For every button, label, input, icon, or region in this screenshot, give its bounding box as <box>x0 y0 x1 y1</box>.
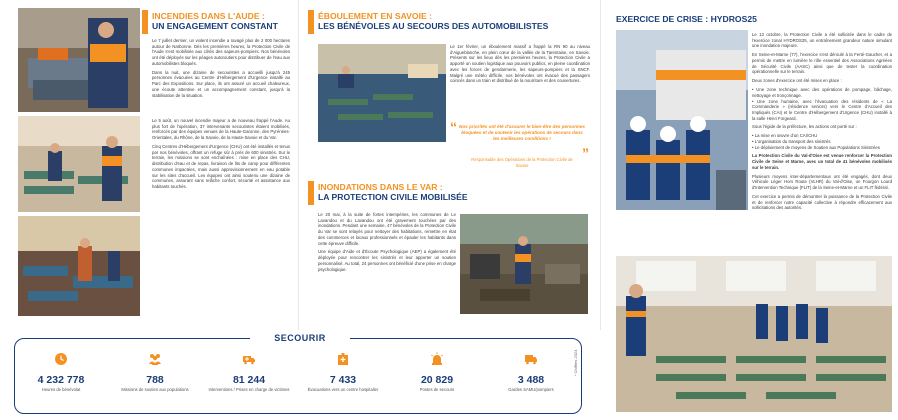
photo-shelter-night <box>18 216 140 316</box>
ambulance-icon <box>242 352 256 366</box>
stat-label: Gardes SAMU/pompiers <box>508 387 554 392</box>
hydros-title <box>616 14 896 25</box>
paragraph: Le 5 août, un nouvel incendie majeur a de nouveau frappé l'Aude. Au plus fort de l'opération, 37 intervenants secouristes étaient mobilisés, renforcés par des équipes venues de la Haute-Garonne, des Pyrénées-Orientales, du Rhône, de la Savoie, de la Haute-Savoie et du Var. <box>152 118 290 141</box>
page-divider <box>600 0 601 330</box>
truck-icon <box>524 352 538 366</box>
section-title-line1: INCENDIES DANS L'AUDE : <box>152 11 265 21</box>
paragraph: Cinq Centres d'Hébergement d'Urgence (CHU) ont été installés et tenus par nos bénévoles, offrant un refuge sûr à près de 600 sinistrés. Sur le terrain, les missions se sont enchaînées : mise en place des CHU, distribution d'eau et de repas, livraison de lits de camp pour différentes communes impactées, mais aussi approvisionnement en eau potable sur les sites d'accueil. Les équipes ont ainsi soutenu une dizaine de communes, assurant sans relâche confort, sécurité et assistance aux habitants touchés. <box>152 144 290 189</box>
hydros-title-b: HYDROS25 <box>710 14 757 24</box>
stat-value: 4 232 778 <box>37 374 85 386</box>
stat-first-aid-posts <box>390 352 484 392</box>
left-text-col1 <box>152 38 290 101</box>
left-text-col2 <box>152 118 290 193</box>
quote-signature: Responsable des Opérations de la Protection Civile de Savoie <box>471 157 573 168</box>
stat-samu-guards <box>484 349 578 392</box>
list-item: • Une zone technique avec des opérations de pompage, bâchage, nettoyage et tronçonnage. <box>752 87 892 98</box>
list-item: • Le déploiement de moyens de Soutien aux Populations Sinistrées <box>752 145 892 151</box>
photo-chu-hall <box>616 256 892 412</box>
stat-label: Interventions / Prises en charge de victimes <box>208 387 290 392</box>
var-title-line2: LA PROTECTION CIVILE MOBILISÉE <box>318 192 468 202</box>
paragraph: Le 20 mai, à la suite de fortes intempéries, les communes de Le Lavandou et du Lavandou ont été gravement touchées par des inondations. Pendant une semaine, 47 bénévoles de la Protection Civile du Var se sont relayés pour nettoyer des habitations, remettre en état des commerces et locaux professionnels et épauler les habitants dans cette épreuve difficile. <box>318 212 456 246</box>
savoie-quote: Nos priorités ont été d'assurer le bien-être des personnes bloquées et de soutenir les opérations de secours dans les meilleures conditions ! <box>459 124 585 142</box>
stat-value: 3 488 <box>517 374 545 386</box>
actions-list <box>752 133 892 150</box>
list-item: • L'organisation du transport des sinistrés <box>752 139 892 145</box>
paragraph: En Seine-et-Marne (77), l'exercice s'est déroulé à la Ferté-Gaucher, et a permis de mettre en lumière le rôle essentiel des Associations Agréées de Sécurité Civile (AASC) ainsi que de tester la coordination opérationnelle sur le terrain. <box>752 52 892 75</box>
stat-support-missions <box>108 352 202 392</box>
stat-label: Postes de secours <box>419 387 455 392</box>
stat-value: 81 244 <box>232 374 266 386</box>
photo-firefighter-sleep <box>18 8 140 112</box>
right-page <box>602 0 898 420</box>
paragraph: Cet exercice a permis de démontrer la puissance de la Protection Civile et de renforcer notre capacité collective à répondre efficacement aux sollicitations des autorités. <box>752 194 892 211</box>
quote-close-mark: ” <box>582 145 589 161</box>
quote-open-mark: “ <box>450 119 457 135</box>
photo-flood-debris <box>460 214 588 314</box>
stat-label: Heures de bénévolat <box>41 387 81 392</box>
stat-value: 20 829 <box>420 374 454 386</box>
list-item: • Une zone humaine, avec l'évacuation des résidents de « La Commanderie » (résidence seniors) vers le Centre d'Accueil des Impliqués (CAI) et le Centre d'Hébergement d'Urgence (CHU) installé à la salle Henri Forgeard. <box>752 99 892 122</box>
stat-value: 788 <box>146 374 164 386</box>
stat-evacuations <box>296 352 390 392</box>
list-item: • La mise en œuvre d'un CAI/CHU <box>752 133 892 139</box>
hydros-title-a: EXERCICE DE CRISE : <box>616 14 711 24</box>
paragraph: Sous l'égide de la préfecture, les actions ont porté sur : <box>752 124 857 130</box>
paragraph: Plusieurs moyens inter-départementaux ont été engagés, dont deux Véhicule Léger Hors Route (VLHR) du Val-d'Oise, un Fourgon Lourd d'Intervention Technique (FLIT) de la Seine-et-Marne et un FLIT fédéral. <box>752 173 892 191</box>
savoie-title-line1: ÉBOULEMENT EN SAVOIE : <box>318 11 432 21</box>
paragraph: Le 1er février, un éboulement massif a frappé la RN 90 au niveau d'Aigueblanche, en plein cœur de la vallée de la Tarentaise, en Savoie. Présents sur les lieux dès les premières heures, la Protection Civile a apporté un soutien logistique aux pouvoirs publics, en pleine coordination avec les forces de gendarmerie, les sapeurs-pompiers et la SNCF. Malgré une météo difficile, nos bénévoles ont évacué des passagers coincés dans un train et distribué de la nourriture et des couvertures. <box>450 44 590 84</box>
clock-icon <box>54 352 68 366</box>
stat-value: 7 433 <box>329 374 357 386</box>
stats-title: SECOURIR <box>250 331 350 345</box>
photo-exercise-vehicle <box>616 30 748 210</box>
accent-bar <box>308 181 314 205</box>
accent-bar <box>142 10 148 34</box>
photo-gym-cots <box>18 116 140 212</box>
hospital-icon <box>336 352 350 366</box>
savoie-text <box>450 44 590 87</box>
stat-label: Missions de soutien aux populations <box>121 387 189 392</box>
people-icon <box>148 352 162 366</box>
stat-interventions <box>202 352 296 392</box>
photo-cots-hall <box>318 44 446 142</box>
section-title-line2: UN ENGAGEMENT CONSTANT <box>152 21 278 31</box>
paragraph: Dans la nuit, une dizaine de secouristes a accueilli jusqu'à 245 personnes évacuées au Centre d'Hébergement d'Urgence installé au Parc des Expositions. Sur place, ils ont assuré un accueil chaleureux, une écoute attentive et un accompagnement constant, jusqu'à la stabilisation de la situation. <box>152 69 290 98</box>
exercise-zones-list <box>752 87 892 121</box>
hydros-text <box>752 32 892 214</box>
source-note: * Chiffres 2024 <box>573 349 578 376</box>
stat-label: Évacuations vers un centre hospitalier <box>307 387 379 392</box>
paragraph: Deux zones d'exercice ont été mises en place : <box>752 78 842 84</box>
accent-bar <box>308 10 314 34</box>
var-title-line1: INONDATIONS DANS LE VAR : <box>318 182 443 192</box>
stat-volunteer-hours <box>14 352 108 392</box>
var-text <box>318 212 456 275</box>
savoie-title-line2: LES BÉNÉVOLES AU SECOURS DES AUTOMOBILISTES <box>318 21 549 31</box>
paragraph: Une équipe d'Aide et d'Écoute Psychologique (AEP) a également été déployée pour rencontrer les sinistrés et leur apporter un soutien personnalisé. Au total, 24 personnes ont bénéficié d'une prise en charge psychologique. <box>318 249 456 272</box>
paragraph: Le 7 juillet dernier, un violent incendie a ravagé plus de 2 000 hectares autour de Narbonne. Dès les premières heures, la Protection Civile de l'Aude s'est mobilisée aux côtés des sapeurs-pompiers. Nos bénévoles ont été déployés sur les péages autoroutiers pour distribuer de l'eau aux automobilistes bloqués. <box>152 38 290 66</box>
paragraph: La Protection Civile du Val-d'Oise est venue renforcer la Protection Civile de Seine et Marne, avec un total de 41 bénévoles mobilisés sur le terrain. <box>752 153 892 170</box>
page-divider <box>298 0 299 330</box>
siren-icon <box>430 352 444 366</box>
paragraph: Le 13 octobre, la Protection Civile a été sollicitée dans le cadre de l'exercice zonal HYDROS25, un entraînement grandeur nature simulant une inondation majeure. <box>752 32 892 49</box>
